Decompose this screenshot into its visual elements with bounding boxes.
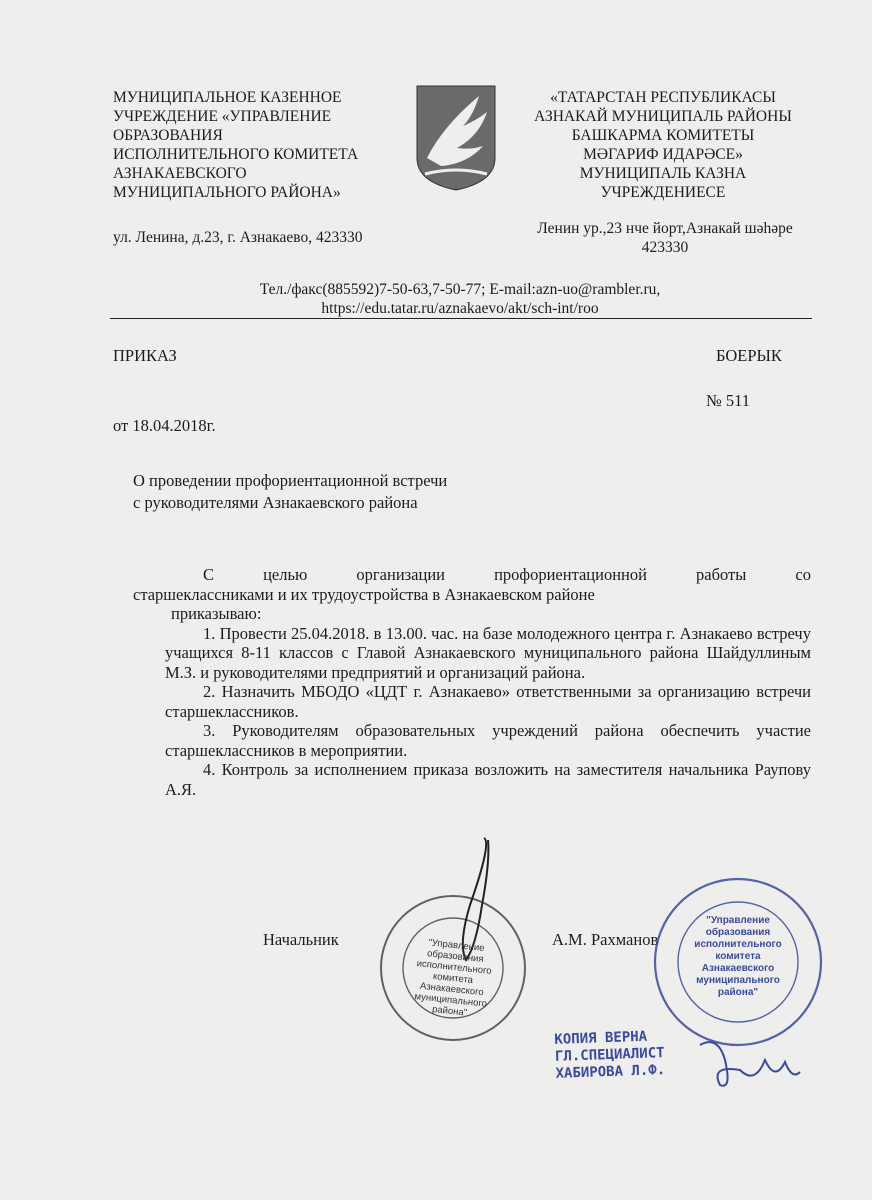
signatory-position: Начальник <box>263 930 339 949</box>
order-title-tt: БОЕРЫК <box>716 346 782 365</box>
contacts: Тел./факс(885592)7-50-63,7-50-77; E-mail:azn-uo@rambler.ru, https://edu.tatar.ru/aznakaevo/akt/sch-int/roo <box>259 281 661 317</box>
order-item-2: 2. Назначить МБОДО «ЦДТ г. Азнакаево» ответственными за организацию встречи старшеклассников. <box>165 682 811 721</box>
order-date: от 18.04.2018г. <box>113 416 216 435</box>
intro-line-2: старшеклассниками и их трудоустройства в Азнакаевском районе <box>133 584 595 604</box>
seal-blue-text: "Управление образования исполнительного комитета Азнакаевского муниципального района" <box>694 915 782 998</box>
intro-line-1: С целью организации профориентационной работы со <box>203 565 811 584</box>
order-item-1: 1. Провести 25.04.2018. в 13.00. час. на базе молодежного центра г. Азнакаево встречу учащихся 8-11 классов с Главой Азнакаевского муниципального района Шайдуллиным М.З. и руководителями предприятий и организаций района. <box>165 623 811 682</box>
signatory-name: А.М. Рахманов <box>552 930 659 949</box>
order-number: № 511 <box>706 391 751 410</box>
org-name-ru: МУНИЦИПАЛЬНОЕ КАЗЕННОЕ УЧРЕЖДЕНИЕ «УПРАВЛЕНИЕ ОБРАЗОВАНИЯ ИСПОЛНИТЕЛЬНОГО КОМИТЕТА АЗНАКАЕВСКОГО МУНИЦИПАЛЬНОГО РАЙОНА» <box>113 89 359 201</box>
copy-signature <box>700 1042 800 1086</box>
seal-black-text: "Управление образования исполнительного комитета Азнакаевского муниципального района" <box>413 937 493 1019</box>
copy-certified-stamp: КОПИЯ ВЕРНА ГЛ.СПЕЦИАЛИСТ ХАБИРОВА Л.Ф. <box>554 1028 666 1082</box>
address-tt: Ленин ур.,23 нче йорт,Азнакай шәһәре 423330 <box>537 220 793 256</box>
order-title-ru: ПРИКАЗ <box>113 346 177 365</box>
address-ru: ул. Ленина, д.23, г. Азнакаево, 423330 <box>113 229 363 246</box>
decree-word: приказываю: <box>171 604 262 623</box>
order-item-4: 4. Контроль за исполнением приказа возложить на заместителя начальника Раупову А.Я. <box>165 760 811 799</box>
org-name-tt: «ТАТАРСТАН РЕСПУБЛИКАСЫ АЗНАКАЙ МУНИЦИПАЛЬ РАЙОНЫ БАШКАРМА КОМИТЕТЫ МӘГАРИФ ИДАРӘСЕ» МУНИЦИПАЛЬ КАЗНА УЧРЕЖДЕНИЕСЕ <box>534 89 792 201</box>
order-item-3: 3. Руководителям образовательных учреждений района обеспечить участие старшеклассников в мероприятии. <box>165 721 811 760</box>
order-subject: О проведении профориентационной встречи с руководителями Азнакаевского района <box>133 471 448 512</box>
